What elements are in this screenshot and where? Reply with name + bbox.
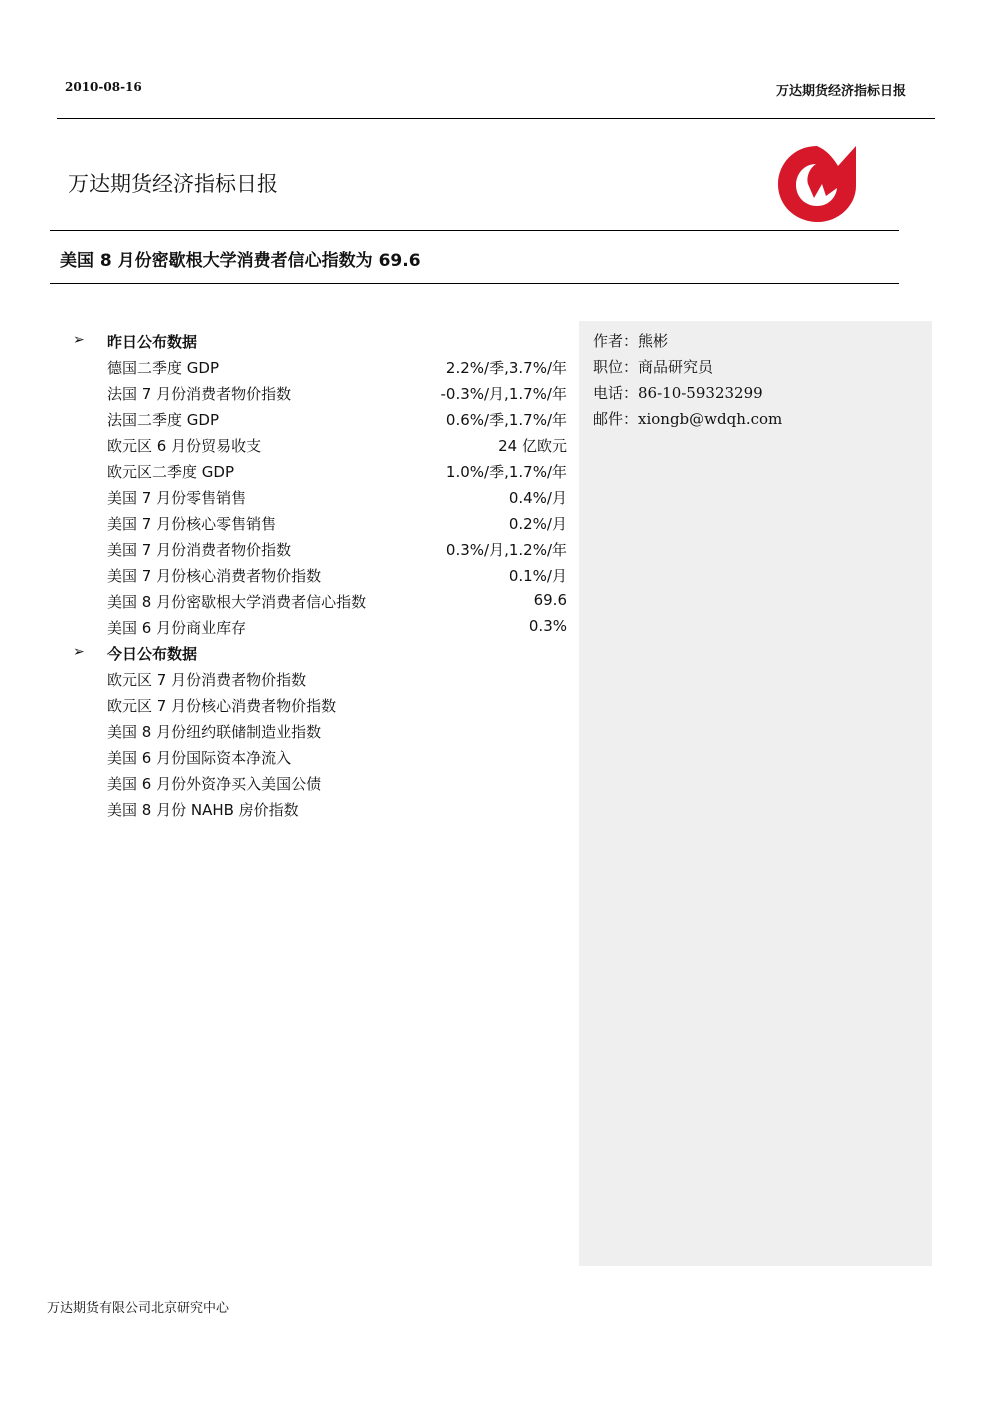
arrow-bullet-icon: ➢ [73,332,85,348]
indicator-label: 美国 8 月份密歇根大学消费者信心指数 [107,593,367,611]
header-divider [57,118,935,119]
indicator-label: 德国二季度 GDP [107,359,219,377]
scheduled-indicator: 美国 8 月份 NAHB 房价指数 [107,801,299,819]
scheduled-indicator: 美国 6 月份国际资本净流入 [107,749,292,767]
indicator-label: 法国 7 月份消费者物价指数 [107,385,292,403]
title-divider [50,230,899,231]
indicator-value: 0.2%/月 [508,515,567,533]
author-sidebar [579,321,932,1266]
scheduled-indicator: 美国 8 月份纽约联储制造业指数 [107,723,322,741]
indicator-label: 法国二季度 GDP [107,411,219,429]
indicator-value: 0.3%/月,1.2%/年 [445,541,567,559]
indicator-label: 美国 6 月份商业库存 [107,619,247,637]
scheduled-indicator: 欧元区 7 月份核心消费者物价指数 [107,697,337,715]
scheduled-indicator: 欧元区 7 月份消费者物价指数 [107,671,307,689]
arrow-bullet-icon: ➢ [73,644,85,660]
indicator-value: 0.6%/季,1.7%/年 [445,411,567,429]
headline: 美国 8 月份密歇根大学消费者信心指数为 69.6 [60,251,421,271]
indicator-label: 欧元区 6 月份贸易收支 [107,437,262,455]
author-email: 邮件：xiongb@wdqh.com [593,410,783,428]
indicator-label: 美国 7 月份消费者物价指数 [107,541,292,559]
indicator-label: 欧元区二季度 GDP [107,463,234,481]
headline-divider [50,283,899,284]
indicator-value: -0.3%/月,1.7%/年 [440,385,567,403]
indicator-value: 0.1%/月 [508,567,567,585]
indicator-value: 2.2%/季,3.7%/年 [445,359,567,377]
indicator-value: 69.6 [533,591,567,609]
document-title: 万达期货经济指标日报 [68,172,278,196]
footer-company: 万达期货有限公司北京研究中心 [47,1301,230,1316]
indicator-value: 1.0%/季,1.7%/年 [445,463,567,481]
indicator-label: 美国 7 月份核心消费者物价指数 [107,567,322,585]
indicator-value: 24 亿欧元 [498,437,567,455]
indicator-value: 0.4%/月 [508,489,567,507]
indicator-value: 0.3% [528,617,567,635]
section-title-yesterday: 昨日公布数据 [107,333,198,351]
author-name: 作者：熊彬 [593,332,669,350]
author-position: 职位：商品研究员 [593,358,714,376]
header-title: 万达期货经济指标日报 [775,84,906,99]
section-title-today: 今日公布数据 [107,645,198,663]
report-date: 2010-08-16 [65,80,142,94]
scheduled-indicator: 美国 6 月份外资净买入美国公债 [107,775,322,793]
wanda-logo-icon [772,140,862,226]
indicator-label: 美国 7 月份零售销售 [107,489,247,507]
indicator-label: 美国 7 月份核心零售销售 [107,515,277,533]
author-phone: 电话：86-10-59323299 [593,384,763,402]
